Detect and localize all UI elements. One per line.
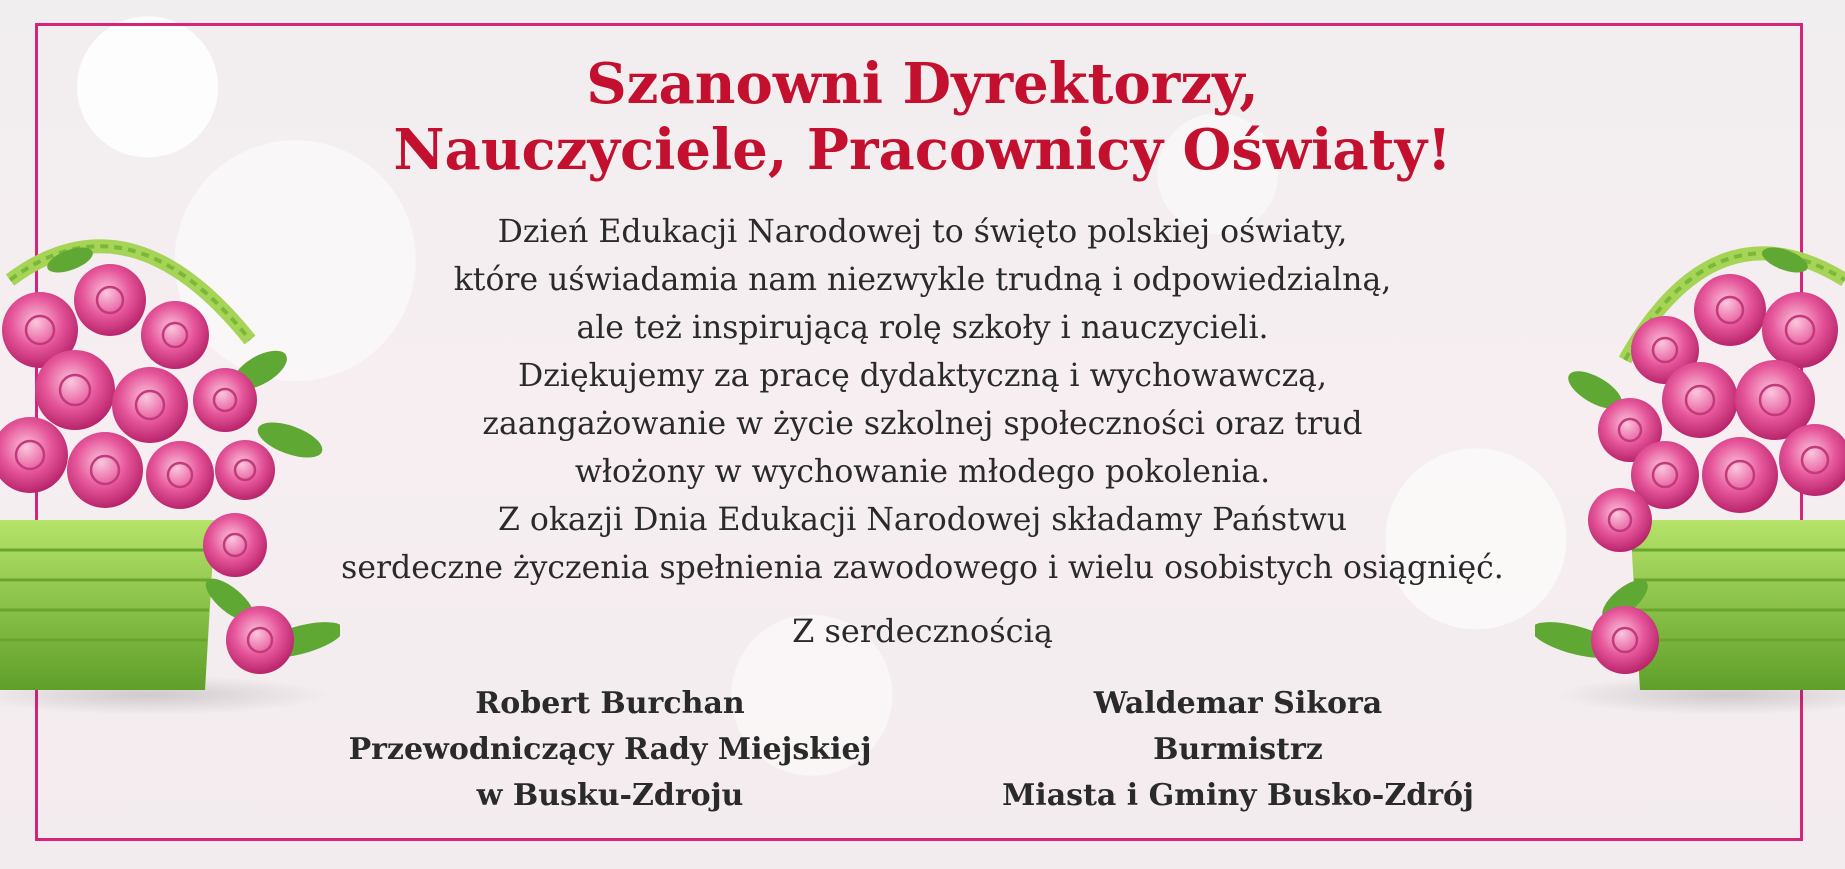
message-line: zaangażowanie w życie szkolnej społeczności oraz trud: [482, 406, 1363, 442]
signer-chairman: [340, 681, 880, 819]
message-line: Dziękujemy za pracę dydaktyczną i wychowawczą,: [518, 358, 1327, 394]
signer-name: Waldemar Sikora: [1093, 686, 1383, 721]
signer-name: Robert Burchan: [475, 686, 745, 721]
signer-role: Przewodniczący Rady Miejskiej: [348, 732, 872, 767]
message-line: Dzień Edukacji Narodowej to święto polskiej oświaty,: [497, 214, 1348, 250]
message-body: [0, 208, 1845, 592]
message-line: ale też inspirującą rolę szkoły i nauczycieli.: [576, 310, 1269, 346]
greeting-title-line-1: Szanowni Dyrektorzy,: [586, 51, 1259, 117]
message-line: serdeczne życzenia spełnienia zawodowego i wielu osobistych osiągnięć.: [341, 550, 1504, 586]
closing-phrase: Z serdecznością: [792, 612, 1053, 650]
signer-mayor: [968, 681, 1508, 819]
greeting-title-line-2: Nauczyciele, Pracownicy Oświaty!: [393, 117, 1452, 183]
message-line: które uświadamia nam niezwykle trudną i odpowiedzialną,: [453, 262, 1392, 298]
signer-place: Miasta i Gminy Busko-Zdrój: [1002, 778, 1474, 813]
message-line: włożony w wychowanie młodego pokolenia.: [574, 454, 1271, 490]
signer-role: Burmistrz: [1153, 732, 1323, 767]
message-line: Z okazji Dnia Edukacji Narodowej składamy Państwu: [497, 502, 1348, 538]
signer-place: w Busku-Zdroju: [476, 778, 744, 813]
